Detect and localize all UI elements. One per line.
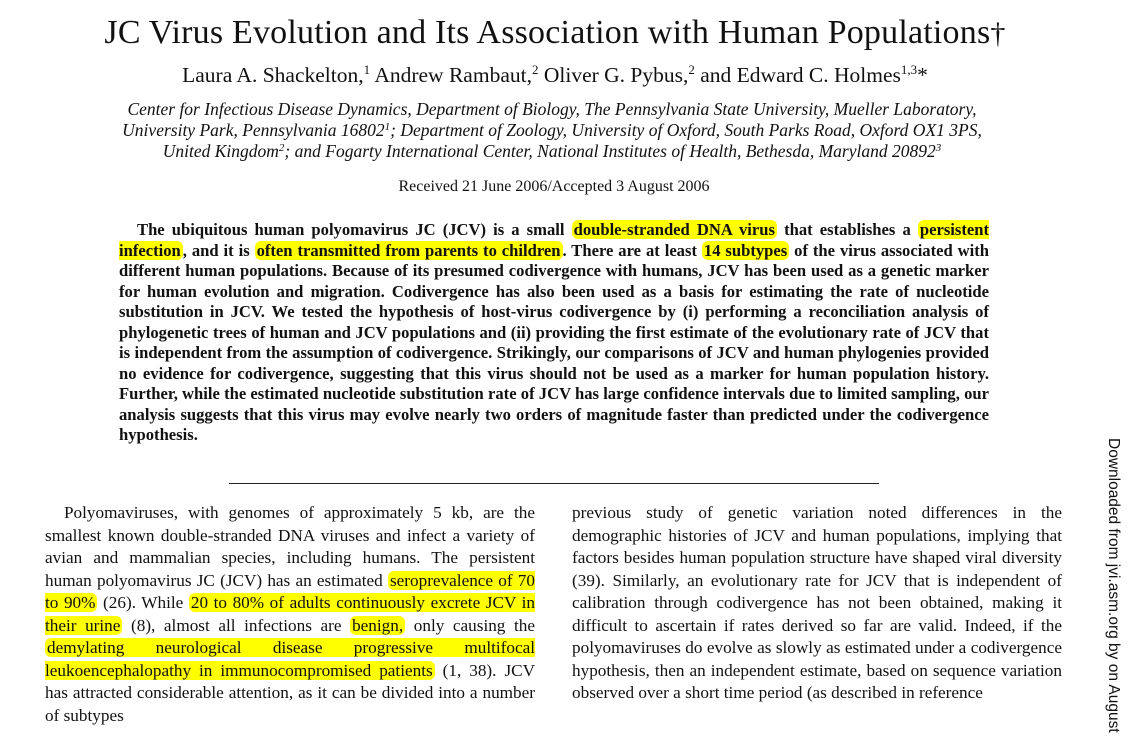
article-title: [0, 14, 1110, 52]
author-affiliation-ref: 2: [531, 62, 539, 77]
affiliation-ref: 3: [935, 142, 942, 154]
body-text: (1, 38). JCV has attracted considerable attention, as it can be divided into a number of subtypes: [45, 660, 536, 725]
abstract-text: . There are at least: [562, 240, 702, 260]
abstract-text: of the virus associated with different human populations. Because of its presumed codivergence with humans, JCV has been used as a genetic marker for human evolution and migration. Codivergence has also been used as a basis for estimating the rate of nucleotide substitution in JCV. We tested the hypothesis of host-virus codivergence by (i) performing a reconciliation analysis of phylogenetic trees of human and JCV populations and (ii) providing the first estimate of the evolutionary rate of JCV that is independent from the assumption of codivergence. Strikingly, our comparisons of JCV and human phylogenies provided no evidence for codivergence, suggesting that this virus should not be used as a marker for human population history. Further, while the estimated nucleotide substitution rate of JCV has large confidence intervals due to limited sampling, our analysis suggests that this virus may evolve nearly two orders of magnitude faster than predicted under the codivergence hypothesis.: [119, 240, 989, 444]
affiliation-ref: 2: [278, 142, 285, 154]
received-dates: Received 21 June 2006/Accepted 3 August 2006: [398, 178, 710, 195]
affiliations: [60, 99, 1044, 162]
download-watermark: Downloaded from jvi.asm.org by on August: [1105, 438, 1122, 733]
corresponding-author-mark: *: [917, 63, 928, 87]
affiliation-line: [60, 120, 1044, 141]
body-text: (26). While: [97, 593, 189, 612]
title-text: JC Virus Evolution and Its Association with Human Populations: [104, 14, 991, 51]
author-name: Oliver G. Pybus,: [543, 63, 689, 87]
affiliation-text: United Kingdom: [162, 141, 279, 161]
abstract-text: that establishes a: [776, 220, 918, 239]
affiliation-line: [60, 141, 1044, 162]
author-affiliation-ref: 1,3: [900, 62, 918, 77]
highlight: 20 to 80% of adults continuously excrete JCV in their urine: [45, 593, 535, 635]
body-column-left: [45, 502, 535, 727]
abstract-text: , and it is: [182, 240, 255, 260]
title-dagger-mark: †: [990, 17, 1006, 50]
author-name: Laura A. Shackelton,: [182, 63, 364, 87]
highlight: benign,: [352, 615, 404, 635]
abstract: [119, 220, 989, 446]
highlight: often transmitted from parents to children: [256, 240, 561, 260]
author-affiliation-ref: 2: [688, 62, 695, 77]
body-paragraph: previous study of genetic variation noted differences in the demographic histories of JCV and human populations, implying that factors besides human population structure have shaped viral diversity (39). Similarly, an evolutionary rate for JCV that is independent of calibration through codivergence has not been obtained, making it difficult to ascertain if rates derived so far are valid. Indeed, if the polyomaviruses do evolve as slowly as estimated under a codivergence hypothesis, then an independent estimate, based on sequence variation observed over a short time period (as described in reference: [572, 503, 1062, 702]
body-text: only causing the: [405, 615, 535, 635]
author-name: and Edward C. Holmes: [700, 63, 901, 87]
body-paragraph: [45, 502, 535, 727]
author-affiliation-ref: 1: [363, 62, 371, 77]
affiliation-ref: 1: [384, 121, 391, 133]
abstract-text: The ubiquitous human polyomavirus JC (JCV) is a small: [137, 220, 572, 239]
highlight: persistent infection: [119, 220, 989, 260]
author-name: Andrew Rambaut,: [374, 63, 532, 87]
highlight: double-stranded DNA virus: [573, 220, 775, 239]
affiliation-text: University Park, Pennsylvania 16802: [122, 120, 385, 140]
highlight: seroprevalence of 70 to 90%: [45, 570, 535, 612]
highlight: demylating neurological disease progressive multifocal leukoencephalopathy in immunocompromised patients: [45, 638, 535, 680]
affiliation-text: ; Department of Zoology, University of Oxford, South Parks Road, Oxford OX1 3PS,: [390, 120, 982, 140]
affiliation-text: ; and Fogarty International Center, National Institutes of Health, Bethesda, Maryland 20892: [284, 141, 936, 161]
body-text: Polyomaviruses, with genomes of approximately 5 kb, are the smallest known double-stranded DNA viruses and infect a variety of avian and mammalian species, including humans. The persistent human polyomavirus JC (JCV) has an estimated: [45, 503, 535, 590]
body-text: (8), almost all infections are: [122, 615, 351, 635]
highlight: 14 subtypes: [703, 240, 788, 260]
body-column-right: [572, 502, 1062, 705]
section-divider: [229, 483, 879, 484]
author-list: [0, 63, 1110, 88]
affiliation-line: Center for Infectious Disease Dynamics, Department of Biology, The Pennsylvania State University, Mueller Laboratory,: [127, 99, 977, 119]
